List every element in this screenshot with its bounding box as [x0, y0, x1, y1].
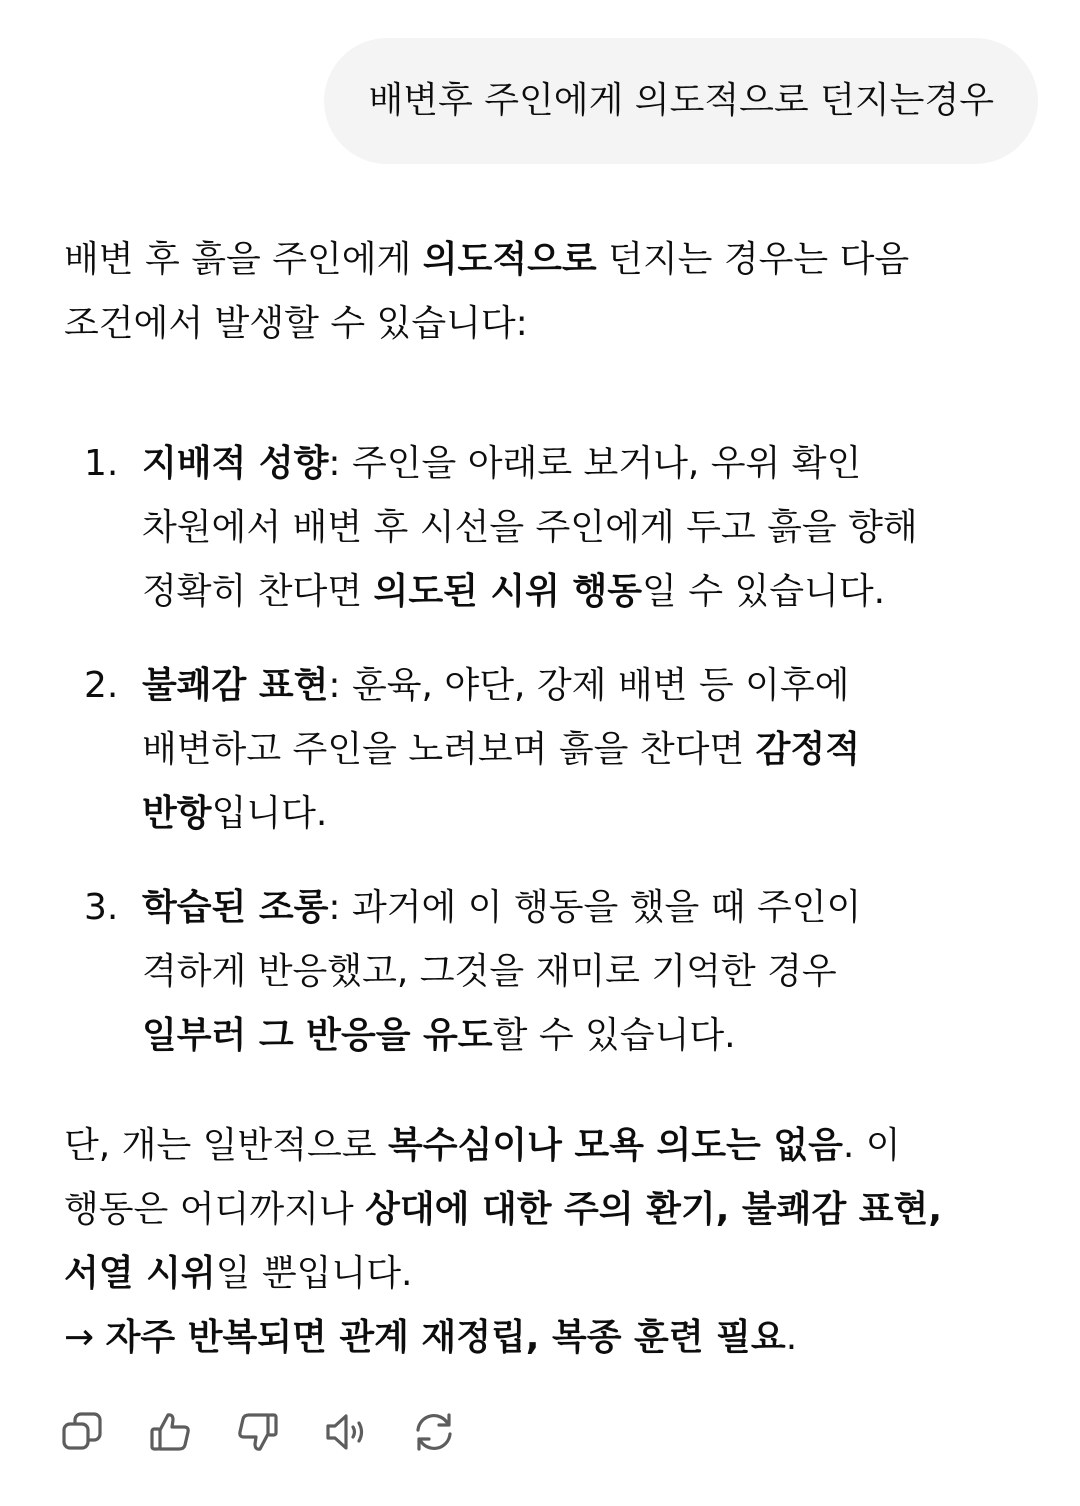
closing-text: 단, 개는 일반적으로 [64, 1125, 388, 1166]
read-aloud-button[interactable] [324, 1410, 368, 1454]
answer-closing [64, 1114, 1024, 1370]
copy-button[interactable] [60, 1410, 104, 1454]
refresh-icon [412, 1410, 456, 1454]
closing-bold: 복수심이나 모욕 의도는 없음 [387, 1125, 843, 1166]
like-button[interactable] [148, 1410, 192, 1454]
user-message-row [324, 38, 1038, 164]
closing-text: . [785, 1317, 798, 1358]
item-bold: 감정적 [755, 729, 860, 770]
intro-text: 배변 후 흙을 주인에게 [64, 239, 423, 280]
item-text: : 훈육, 야단, 강제 배변 등 이후에 [328, 665, 850, 706]
item-text: : 과거에 이 행동을 했을 때 주인이 [328, 887, 862, 928]
list-item [64, 876, 1024, 1068]
list-number: 3. [84, 887, 119, 928]
closing-bold: 자주 반복되면 관계 재정립, 복종 훈련 필요 [105, 1317, 786, 1358]
closing-line [64, 1114, 1024, 1178]
closing-text: . 이 [842, 1125, 901, 1166]
regenerate-button[interactable] [412, 1410, 456, 1454]
item-text: 입니다. [211, 793, 328, 834]
item-text: 정확히 찬다면 [142, 571, 374, 612]
item-line [142, 432, 1024, 496]
reason-list [64, 432, 1024, 1068]
closing-bold: 서열 시위 [64, 1253, 216, 1294]
item-line [142, 876, 1024, 940]
item-text: : 주인을 아래로 보거나, 우위 확인 [328, 443, 862, 484]
intro-text-2: 던지는 경우는 다음 [596, 239, 910, 280]
closing-line [64, 1306, 1024, 1370]
item-title: 불쾌감 표현 [142, 665, 329, 706]
answer-intro [64, 228, 1024, 356]
closing-line [64, 1242, 1024, 1306]
assistant-answer [64, 228, 1024, 1370]
item-title: 학습된 조롱 [142, 887, 329, 928]
closing-line [64, 1178, 1024, 1242]
item-line [142, 560, 1024, 624]
dislike-button[interactable] [236, 1410, 280, 1454]
item-bold: 반항 [142, 793, 212, 834]
closing-text: 일 뿐입니다. [215, 1253, 413, 1294]
intro-bold: 의도적으로 [422, 239, 597, 280]
item-title: 지배적 성향 [142, 443, 329, 484]
item-line [142, 1004, 1024, 1068]
closing-text: 행동은 어디까지나 [64, 1189, 366, 1230]
item-line [142, 718, 1024, 782]
list-number: 2. [84, 665, 119, 706]
list-item [64, 654, 1024, 846]
item-line [142, 782, 1024, 846]
item-line: 격하게 반응했고, 그것을 재미로 기억한 경우 [142, 951, 837, 992]
thumbs-down-icon [236, 1410, 280, 1454]
list-item [64, 432, 1024, 624]
user-message-text: 배변후 주인에게 의도적으로 던지는경우 [368, 80, 994, 121]
message-actions [60, 1410, 500, 1454]
intro-line-1 [64, 228, 1024, 292]
user-message-bubble [324, 38, 1038, 164]
speaker-icon [324, 1410, 368, 1454]
arrow-text: → [64, 1317, 106, 1358]
item-text: 배변하고 주인을 노려보며 흙을 찬다면 [142, 729, 756, 770]
thumbs-up-icon [148, 1410, 192, 1454]
closing-bold: 상대에 대한 주의 환기, 불쾌감 표현, [365, 1189, 942, 1230]
item-line: 차원에서 배변 후 시선을 주인에게 두고 흙을 향해 [142, 507, 918, 548]
copy-icon [60, 1410, 104, 1454]
item-bold: 의도된 시위 행동 [373, 571, 643, 612]
item-line [142, 654, 1024, 718]
item-text: 할 수 있습니다. [492, 1015, 736, 1056]
item-text: 일 수 있습니다. [642, 571, 886, 612]
intro-line-2: 조건에서 발생할 수 있습니다: [64, 303, 528, 344]
list-number: 1. [84, 443, 119, 484]
item-bold: 일부러 그 반응을 유도 [142, 1015, 493, 1056]
